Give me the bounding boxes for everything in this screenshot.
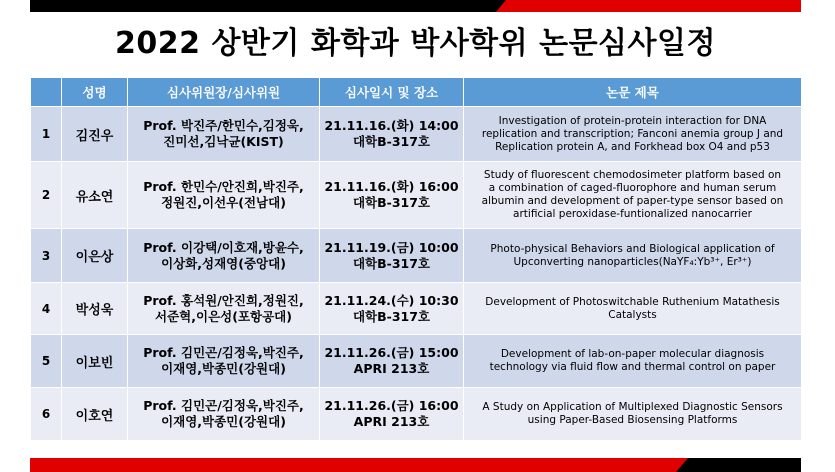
committee-line: Prof. 김민곤/김정욱,박진주, xyxy=(143,345,304,360)
row-number: 1 xyxy=(31,107,62,162)
schedule-datetime: 21.11.26.(금) 15:00 xyxy=(324,345,459,360)
schedule-cell xyxy=(320,162,464,229)
header-name: 성명 xyxy=(62,78,128,107)
committee-line: Prof. 박진주/한민수,김정욱, xyxy=(143,118,304,133)
schedule-cell xyxy=(320,229,464,283)
header-schedule: 심사일시 및 장소 xyxy=(320,78,464,107)
candidate-name: 박성욱 xyxy=(62,283,128,335)
bottom-bar-red xyxy=(30,458,690,472)
schedule-cell xyxy=(320,283,464,335)
table-row xyxy=(31,107,802,162)
bottom-accent-bar xyxy=(30,458,801,472)
table-row xyxy=(31,335,802,388)
top-bar-red xyxy=(496,0,801,12)
schedule-location: 대학B-317호 xyxy=(352,134,431,149)
schedule-datetime: 21.11.19.(금) 10:00 xyxy=(324,239,459,255)
committee-line: 이상화,성재영(중앙대) xyxy=(161,255,286,271)
schedule-table xyxy=(30,77,802,441)
committee-line: Prof. 이강택/이호재,방윤수, xyxy=(143,239,304,255)
committee-line: 서준혁,이은성(포항공대) xyxy=(155,308,292,324)
committee-cell xyxy=(128,283,320,335)
thesis-line: replication and transcription; Fanconi anemia group J and xyxy=(481,127,784,140)
schedule-location: APRI 213호 xyxy=(353,361,430,376)
top-accent-bar xyxy=(30,0,801,12)
thesis-line: Upconverting nanoparticles(NaYF₄:Yb³⁺, Er³⁺) xyxy=(513,255,752,268)
candidate-name: 김진우 xyxy=(62,107,128,162)
row-number: 2 xyxy=(31,162,62,229)
committee-line: 이재영,박종민(강원대) xyxy=(161,414,286,429)
header-committee: 심사위원장/심사위원 xyxy=(128,78,320,107)
thesis-cell xyxy=(464,107,802,162)
row-number: 5 xyxy=(31,335,62,388)
candidate-name: 유소연 xyxy=(62,162,128,229)
thesis-line: albumin and development of paper-type sensor based on xyxy=(481,195,784,207)
thesis-cell xyxy=(464,283,802,335)
table-row xyxy=(31,162,802,229)
thesis-line: using Paper-Based Biosensing Platforms xyxy=(527,414,738,426)
row-number: 3 xyxy=(31,229,62,283)
header-number xyxy=(31,78,62,107)
thesis-line: a combination of caged-fluorophore and human serum xyxy=(488,182,777,194)
thesis-line: Development of Photoswitchable Ruthenium Matathesis xyxy=(485,295,780,308)
schedule-datetime: 21.11.16.(화) 14:00 xyxy=(324,118,459,133)
committee-line: Prof. 홍석원/안진희,정원진, xyxy=(143,292,304,308)
committee-cell xyxy=(128,162,320,229)
committee-line: Prof. 한민수/안진희,박진주, xyxy=(143,179,304,194)
thesis-line: Investigation of protein-protein interaction for DNA xyxy=(498,114,767,127)
schedule-datetime: 21.11.26.(금) 16:00 xyxy=(324,398,459,413)
schedule-location: APRI 213호 xyxy=(353,414,430,429)
thesis-line: Catalysts xyxy=(608,308,657,321)
committee-cell xyxy=(128,335,320,388)
thesis-line: Photo-physical Behaviors and Biological application of xyxy=(490,242,775,255)
thesis-line: A Study on Application of Multiplexed Diagnostic Sensors xyxy=(482,401,783,413)
schedule-location: 대학B-317호 xyxy=(352,195,431,210)
schedule-location: 대학B-317호 xyxy=(352,308,431,324)
candidate-name: 이은상 xyxy=(62,229,128,283)
page-title: 2022 상반기 화학과 박사학위 논문심사일정 xyxy=(115,26,716,61)
schedule-datetime: 21.11.24.(수) 10:30 xyxy=(324,292,459,308)
table-row xyxy=(31,388,802,441)
thesis-cell xyxy=(464,388,802,441)
committee-cell xyxy=(128,107,320,162)
candidate-name: 이보빈 xyxy=(62,335,128,388)
bottom-bar-black xyxy=(676,458,801,472)
schedule-cell xyxy=(320,335,464,388)
thesis-line: technology via fluid flow and thermal control on paper xyxy=(489,361,776,373)
schedule-cell xyxy=(320,107,464,162)
candidate-name: 이호연 xyxy=(62,388,128,441)
committee-cell xyxy=(128,229,320,283)
thesis-line: Development of lab-on-paper molecular diagnosis xyxy=(500,348,765,360)
committee-line: 이재영,박종민(강원대) xyxy=(161,361,286,376)
thesis-cell xyxy=(464,335,802,388)
header-thesis: 논문 제목 xyxy=(464,78,802,107)
thesis-line: Study of fluorescent chemodosimeter platform based on xyxy=(483,169,782,181)
row-number: 6 xyxy=(31,388,62,441)
schedule-location: 대학B-317호 xyxy=(352,255,431,271)
thesis-line: Replication protein A, and Forkhead box O4 and p53 xyxy=(495,140,770,153)
row-number: 4 xyxy=(31,283,62,335)
thesis-cell xyxy=(464,162,802,229)
table-header-row xyxy=(31,78,802,107)
committee-line: 진미선,김낙균(KIST) xyxy=(163,134,284,149)
committee-cell xyxy=(128,388,320,441)
table-row xyxy=(31,229,802,283)
schedule-cell xyxy=(320,388,464,441)
schedule-datetime: 21.11.16.(화) 16:00 xyxy=(324,179,459,194)
committee-line: Prof. 김민곤/김정욱,박진주, xyxy=(143,398,304,413)
thesis-cell xyxy=(464,229,802,283)
table-row xyxy=(31,283,802,335)
committee-line: 정원진,이선우(전남대) xyxy=(161,195,286,210)
thesis-line: artificial peroxidase-funtionalized nanocarrier xyxy=(513,208,752,220)
